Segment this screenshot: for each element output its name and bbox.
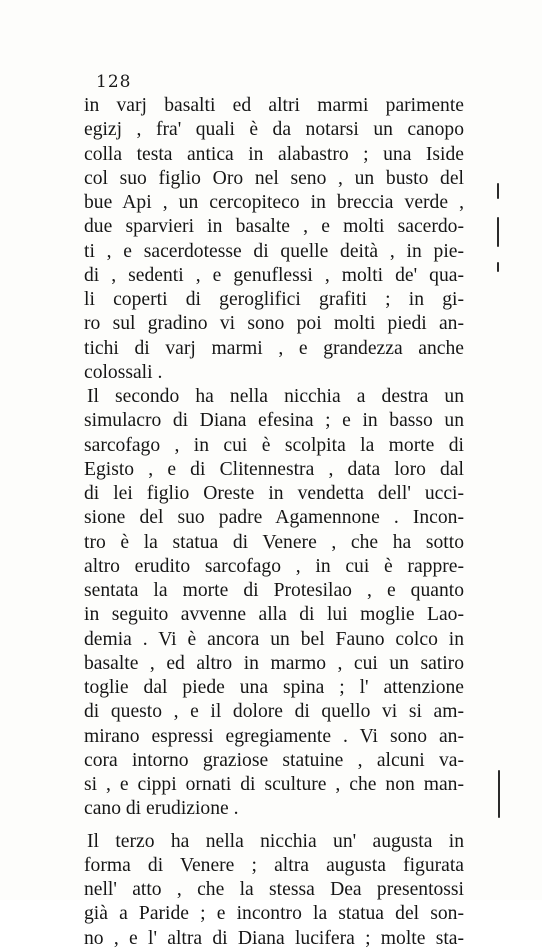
text-line: li coperti di geroglifici grafiti ; in gi-: [84, 289, 464, 310]
text-line: due sparvieri in basalte , e molti sacerdo-: [84, 216, 464, 238]
text-line: sione del suo padre Agamennone . Incon-: [84, 507, 464, 529]
edge-mark: [498, 770, 500, 818]
text-line: cora intorno graziose statuine , alcuni va-: [84, 749, 464, 771]
text-line: Il secondo ha nella nicchia a destra un: [87, 386, 464, 407]
text-line: forma di Venere ; altra augusta figurata: [84, 854, 464, 876]
text-line: altro erudito sarcofago , in cui è rappre-: [84, 555, 464, 577]
text-line: di , sedenti , e genuflessi , molti de' qua-: [84, 264, 464, 286]
text-line: sarcofago , in cui è scolpita la morte di: [84, 434, 464, 456]
text-line: mirano espressi egregiamente . Vi sono an-: [84, 725, 464, 747]
page-number: 128: [96, 72, 132, 92]
edge-mark: [497, 183, 499, 199]
text-line: ti , e sacerdotesse di quelle deità , in pie-: [84, 240, 464, 262]
text-line: Egisto , e di Clitennestra , data loro dal: [84, 458, 464, 480]
text-line: tro è la statua di Venere , che ha sotto: [84, 531, 464, 553]
text-line: simulacro di Diana efesina ; e in basso un: [84, 410, 464, 432]
text-line: no , e l' altra di Diana lucifera ; molte sta-: [84, 927, 464, 949]
paragraph-gap: [84, 822, 464, 830]
edge-mark: [497, 262, 499, 272]
text-line: nell' atto , che la stessa Dea presentossi: [84, 879, 464, 900]
text-line: cano di erudizione .: [84, 798, 239, 820]
text-line: sentata la morte di Protesilao , e quanto: [84, 580, 464, 601]
paragraph-2: [84, 385, 464, 822]
text-line: egizj , fra' quali è da notarsi un canopo: [84, 119, 464, 141]
edge-mark: [497, 217, 499, 247]
text-line: ro sul gradino vi sono poi molti piedi an-: [84, 313, 464, 335]
text-line: in seguito avvenne alla di lui moglie Lao-: [84, 604, 464, 626]
text-line: basalte , ed altro in marmo , cui un satiro: [84, 652, 464, 674]
text-line: di questo , e il dolore di quello vi si am-: [84, 701, 464, 723]
paragraph-1: [84, 94, 464, 385]
body-text: [84, 94, 464, 951]
text-line: tichi di varj marmi , e grandezza anche: [84, 337, 464, 359]
text-line: di lei figlio Oreste in vendetta dell' ucci-: [84, 483, 464, 504]
text-line: Il terzo ha nella nicchia un' augusta in: [87, 830, 464, 852]
text-line: in varj basalti ed altri marmi parimente: [84, 95, 464, 116]
text-line: già a Paride ; e incontro la statua del son-: [84, 903, 464, 925]
paragraph-3: [84, 830, 464, 951]
text-line: toglie dal piede una spina ; l' attenzione: [84, 677, 464, 698]
text-line: colossali .: [84, 361, 163, 383]
text-line: si , e cippi ornati di sculture , che non man-: [84, 774, 464, 795]
text-line: demia . Vi è ancora un bel Fauno colco in: [84, 628, 464, 650]
text-line: col suo figlio Oro nel seno , un busto del: [84, 167, 464, 189]
text-line: bue Api , un cercopiteco in breccia verde ,: [84, 192, 464, 213]
text-line: colla testa antica in alabastro ; una Iside: [84, 143, 464, 165]
